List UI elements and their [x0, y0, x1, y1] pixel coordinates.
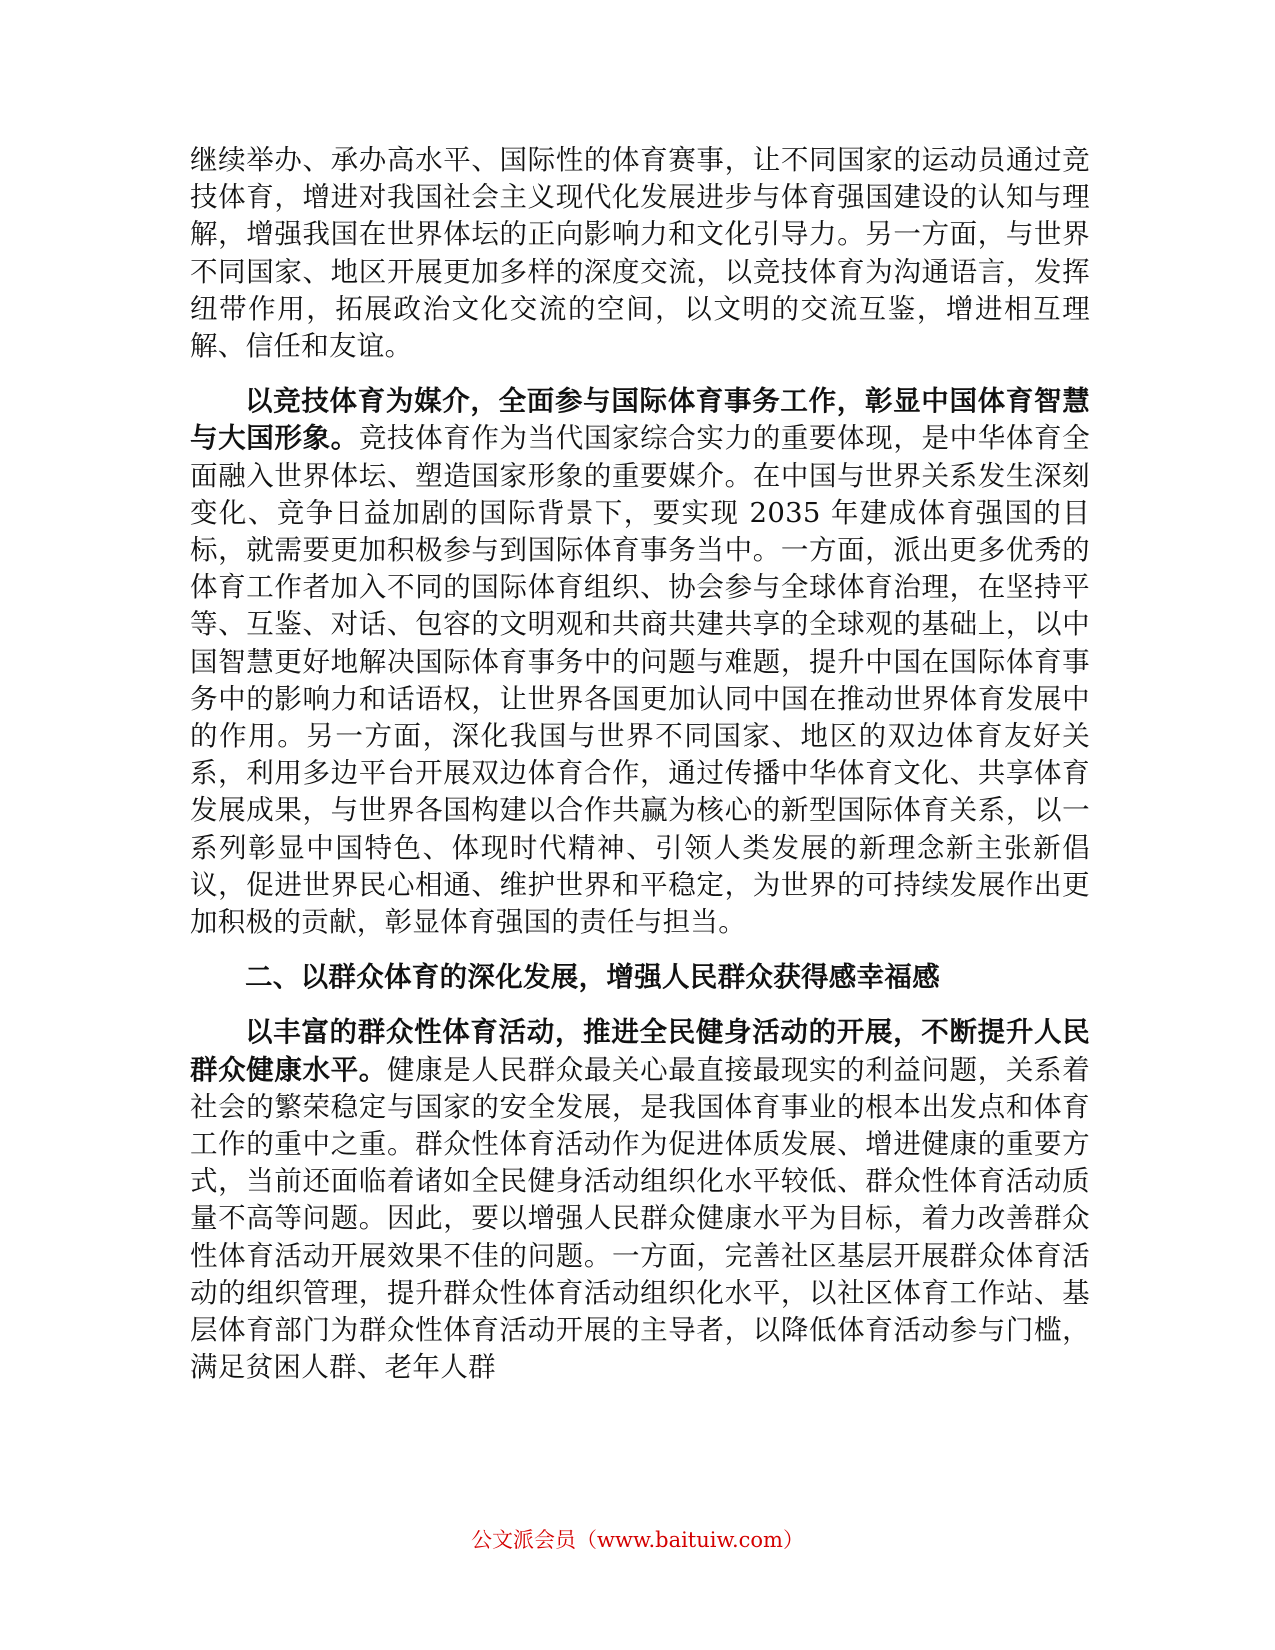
paragraph-international-affairs: [190, 383, 1090, 941]
paragraph-lead-sentence: 以竞技体育为媒介，全面参与国际体育事务工作，彰显中国体育智慧与大国形象。: [190, 385, 1090, 455]
section-heading: 二、以群众体育的深化发展，增强人民群众获得感幸福感: [245, 961, 940, 994]
footer-watermark: 公文派会员（www.baituiw.com）: [471, 1528, 804, 1552]
paragraph-continuation: [190, 142, 1090, 365]
paragraph-lead-sentence: 以丰富的群众性体育活动，推进全民健身活动的开展，不断提升人民群众健康水平。: [190, 1016, 1090, 1086]
paragraph-text: 健康是人民群众最关心最直接最现实的利益问题，关系着社会的繁荣稳定与国家的安全发展，是我国体育事业的根本出发点和体育工作的重中之重。群众性体育活动作为促进体质发展、增进健康的重要方式，当前还面临着诸如全民健身活动组织化水平较低、群众性体育活动质量不高等问题。因此，要以增强人民群众健康水平为目标，着力改善群众性体育活动开展效果不佳的问题。一方面，完善社区基层开展群众体育活动的组织管理，提升群众性体育活动组织化水平，以社区体育工作站、基层体育部门为群众性体育活动开展的主导者，以降低体育活动参与门槛，满足贫困人群、老年人群: [190, 1053, 1090, 1384]
paragraph-text: 竞技体育作为当代国家综合实力的重要体现，是中华体育全面融入世界体坛、塑造国家形象的重要媒介。在中国与世界关系发生深刻变化、竞争日益加剧的国际背景下，要实现 2035 年建成体育强国的目标，就需要更加积极参与到国际体育事务当中。一方面，派出更多优秀的体育工作者加入不同的国际体育组织、协会参与全球体育治理，在坚持平等、互鉴、对话、包容的文明观和共商共建共享的全球观的基础上，以中国智慧更好地解决国际体育事务中的问题与难题，提升中国在国际体育事务中的影响力和话语权，让世界各国更加认同中国在推动世界体育发展中的作用。另一方面，深化我国与世界不同国家、地区的双边体育友好关系，利用多边平台开展双边体育合作，通过传播中华体育文化、共享体育发展成果，与世界各国构建以合作共赢为核心的新型国际体育关系，以一系列彰显中国特色、体现时代精神、引领人类发展的新理念新主张新倡议，促进世界民心相通、维护世界和平稳定，为世界的可持续发展作出更加积极的贡献，彰显体育强国的责任与担当。: [190, 422, 1090, 939]
document-body: [190, 142, 1090, 1387]
paragraph-mass-sports: [190, 1014, 1090, 1386]
paragraph-text: 继续举办、承办高水平、国际性的体育赛事，让不同国家的运动员通过竞技体育，增进对我国社会主义现代化发展进步与体育强国建设的认知与理解，增强我国在世界体坛的正向影响力和文化引导力。另一方面，与世界不同国家、地区开展更加多样的深度交流，以竞技体育为沟通语言，发挥纽带作用，拓展政治文化交流的空间，以文明的交流互鉴，增进相互理解、信任和友谊。: [190, 144, 1090, 363]
